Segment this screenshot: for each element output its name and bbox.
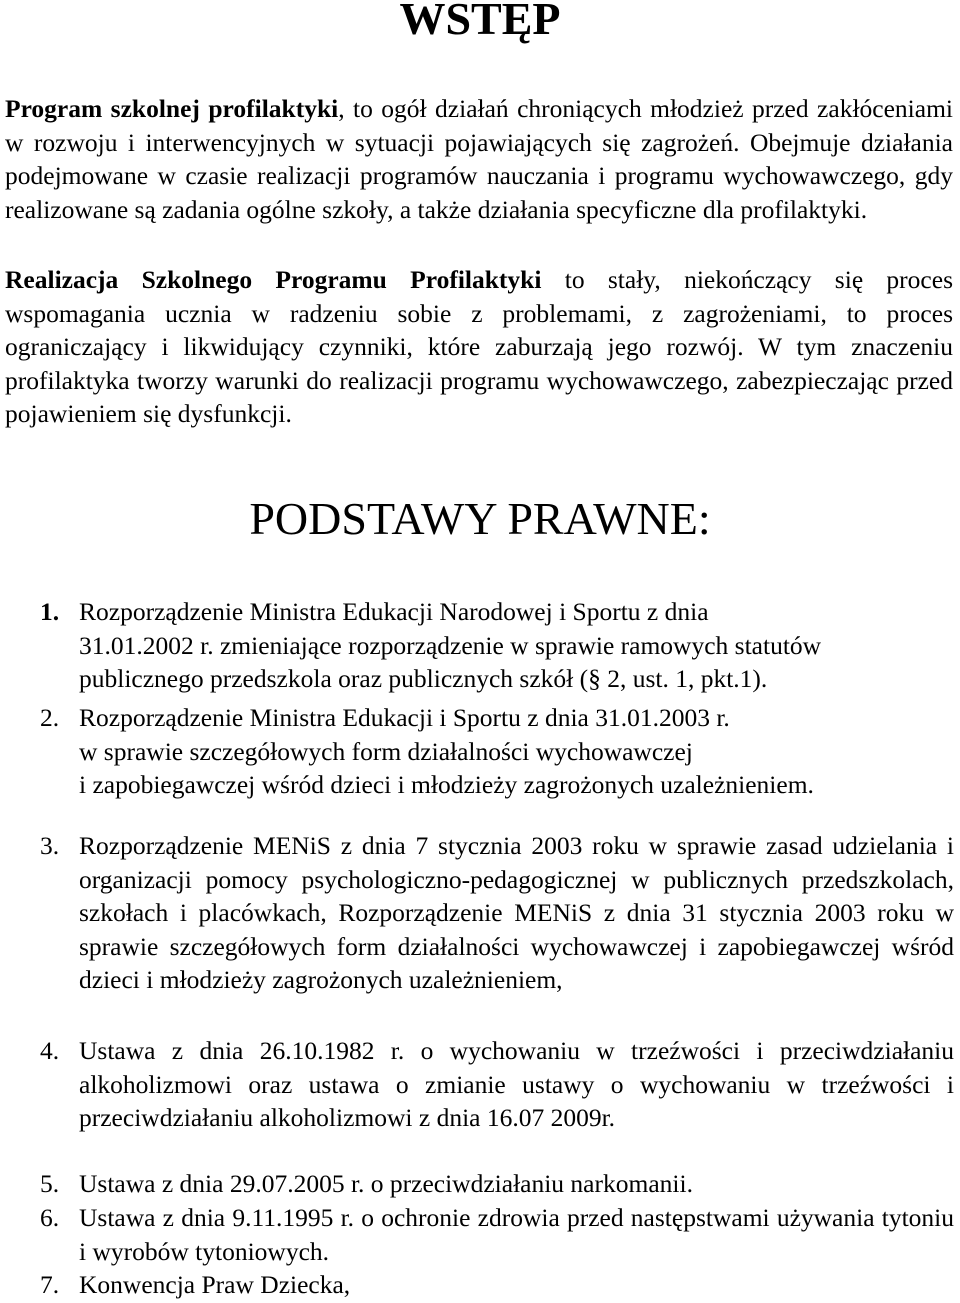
list-item-number: 3. — [40, 831, 60, 860]
list-item-text: Ustawa z dnia 26.10.1982 r. o wychowaniu w trzeźwości i przeciwdziałaniu alkoholizmowi oraz ustawa o zmianie ustawy o wychowaniu w trzeźwości i przeciwdziałaniu alkoholizmowi z dnia 16.07 2009r. — [79, 1036, 954, 1133]
list-item-line: publicznego przedszkola oraz publicznych szkół (§ 2, ust. 1, pkt.1). — [79, 664, 768, 694]
list-item-number: 5. — [40, 1169, 60, 1198]
list-item-number: 4. — [40, 1036, 60, 1065]
list-item-text: Konwencja Praw Dziecka, — [79, 1270, 351, 1299]
list-item-number: 7. — [40, 1270, 60, 1299]
list-item-text — [79, 701, 954, 802]
page-title: WSTĘP — [399, 0, 561, 44]
list-item-line: Rozporządzenie Ministra Edukacji Narodowej i Sportu z dnia — [79, 597, 709, 626]
list-item-text — [79, 595, 954, 696]
list-item-text: Ustawa z dnia 29.07.2005 r. o przeciwdziałaniu narkomanii. — [79, 1169, 693, 1198]
intro-term-realizacja: Realizacja Szkolnego Programu Profilaktyki — [5, 265, 542, 294]
intro-paragraph-2 — [5, 263, 953, 431]
list-item-number: 6. — [40, 1203, 60, 1232]
list-item-line: 31.01.2002 r. zmieniające rozporządzenie w sprawie ramowych statutów — [79, 630, 822, 660]
list-item-number: 2. — [40, 703, 60, 732]
intro-paragraph-2-text: to stały, niekończący się proces wspomagania ucznia w radzeniu sobie z problemami, z zagrożeniami, to proces ograniczający i likwidujący czynniki, które zaburzają jego rozwój. W tym znaczeniu profilaktyka tworzy warunki do realizacji programu wychowawczego, zabezpieczając przed pojawieniem się dysfunkcji. — [5, 265, 953, 429]
intro-term-program: Program szkolnej profilaktyki — [5, 94, 339, 123]
list-item-line: w sprawie szczegółowych form działalności wychowawczej — [79, 736, 693, 766]
intro-paragraph-1 — [5, 92, 953, 226]
list-item-line: i zapobiegawczej wśród dzieci i młodzieży zagrożonych uzależnieniem. — [79, 770, 814, 800]
list-item-text: Rozporządzenie MENiS z dnia 7 stycznia 2003 roku w sprawie zasad udzielania i organizacji pomocy psychologiczno-pedagogicznej w publicznych przedszkolach, szkołach i placówkach, Rozporządzenie MENiS z dnia 31 stycznia 2003 roku w sprawie szczegółowych form działalności wychowawczej i zapobiegawczej wśród dzieci i młodzieży zagrożonych uzależnieniem, — [79, 831, 954, 995]
intro-paragraph-1-text: , to ogół działań chroniących młodzież przed zakłóceniami w rozwoju i interwencyjnych w sytuacji pojawiających się zagrożeń. Obejmuje działania podejmowane w czasie realizacji programów nauczania i programu wychowawczego, gdy realizowane są zadania ogólne szkoły, a także działania specyficzne dla profilaktyki. — [5, 94, 953, 224]
section-title: PODSTAWY PRAWNE: — [249, 493, 711, 544]
list-item-line: Rozporządzenie Ministra Edukacji i Sportu z dnia 31.01.2003 r. — [79, 703, 730, 732]
list-item-text: Ustawa z dnia 9.11.1995 r. o ochronie zdrowia przed następstwami używania tytoniu i wyrobów tytoniowych. — [79, 1203, 954, 1266]
list-item-number: 1. — [40, 597, 60, 626]
